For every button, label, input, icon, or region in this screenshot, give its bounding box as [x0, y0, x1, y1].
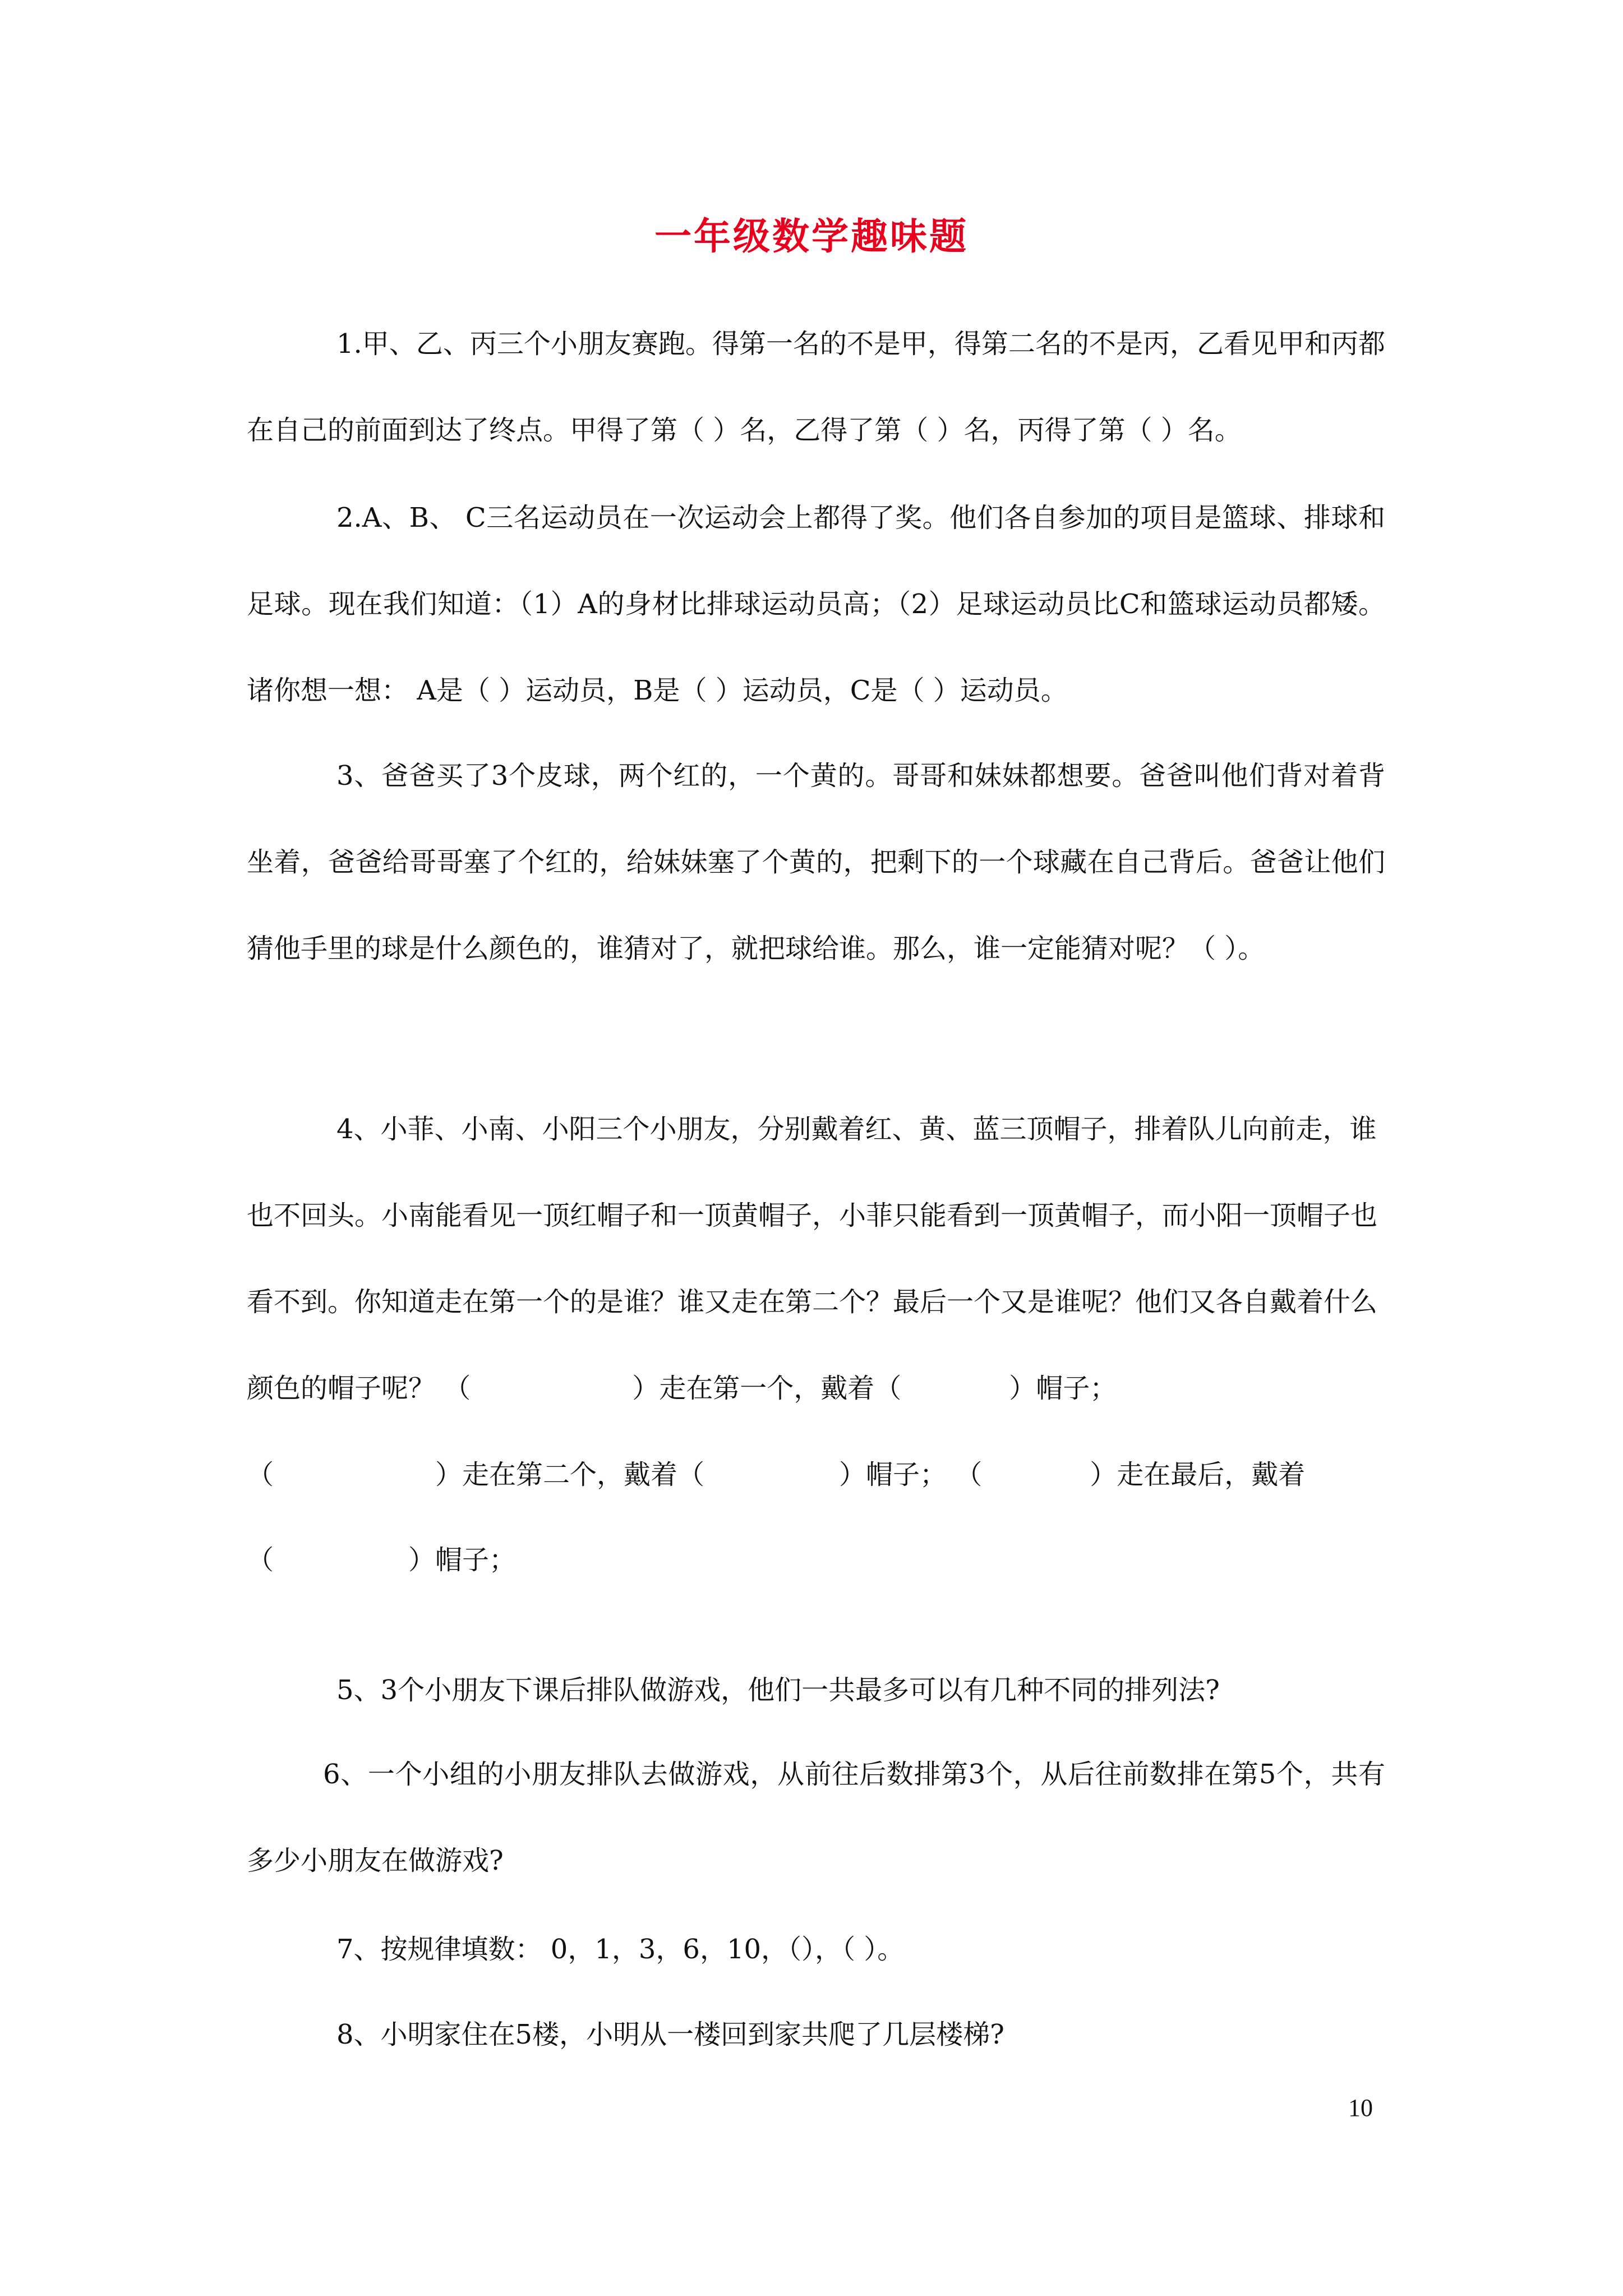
question-4-line-3: （ ）帽子； [247, 1544, 517, 1576]
question-6: 6、一个小组的小朋友排队去做游戏，从前往后数排第3个，从后往前数排在第5个，共有多少小朋友在做游戏? [247, 1759, 1385, 1876]
question-5: 5、3个小朋友下课后排队做游戏，他们一共最多可以有几种不同的排列法? [336, 1674, 1220, 1706]
page-title: 一年级数学趣味题 [654, 214, 969, 258]
question-3: 3、爸爸买了3个皮球，两个红的，一个黄的。哥哥和妹妹都想要。爸爸叫他们背对着背坐着，爸爸给哥哥塞了个红的，给妹妹塞了个黄的，把剩下的一个球藏在自己背后。爸爸让他们猜他手里的球是什么颜色的，谁猜对了，就把球给谁。那么，谁一定能猜对呢？（ ）。 [247, 760, 1385, 964]
page-number: 10 [1348, 2094, 1373, 2122]
question-1: 1.甲、乙、丙三个小朋友赛跑。得第一名的不是甲，得第二名的不是丙，乙看见甲和丙都在自己的前面到达了终点。甲得了第（ ）名，乙得了第（ ）名，丙得了第（ ）名。 [247, 328, 1385, 446]
question-7: 7、按规律填数： 0，1，3，6，10，（），（ ）。 [336, 1934, 905, 1965]
question-2: 2.A、B、 C三名运动员在一次运动会上都得了奖。他们各自参加的项目是篮球、排球和足球。现在我们知道：（1）A的身材比排球运动员高；（2）足球运动员比C和篮球运动员都矮。诸你想一想： A是（ ）运动员，B是（ ）运动员，C是（ ）运动员。 [247, 502, 1385, 706]
question-4-line-2: （ ）走在第二个，戴着（ ）帽子； （ ）走在最后，戴着 [247, 1459, 1306, 1490]
question-4: 4、小菲、小南、小阳三个小朋友，分别戴着红、黄、蓝三顶帽子，排着队儿向前走，谁也不回头。小南能看见一顶红帽子和一顶黄帽子，小菲只能看到一顶黄帽子，而小阳一顶帽子也看不到。你知道走在第一个的是谁？谁又走在第二个？最后一个又是谁呢？他们又各自戴着什么颜色的帽子呢？ （ ）走在第一个，戴着（ ）帽子； [247, 1114, 1378, 1404]
question-8: 8、小明家住在5楼，小明从一楼回到家共爬了几层楼梯? [336, 2019, 1004, 2050]
